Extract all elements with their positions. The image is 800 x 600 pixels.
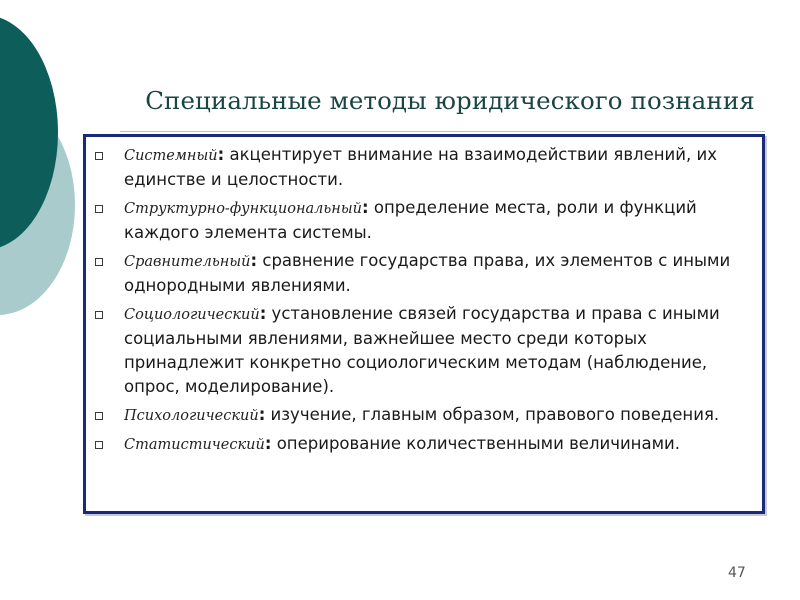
title-divider — [120, 131, 765, 132]
slide-title: Специальные методы юридического познания — [145, 86, 755, 115]
method-term: Психологический — [124, 408, 259, 424]
list-item — [86, 403, 762, 428]
term-separator: : — [258, 405, 266, 424]
method-term: Сравнительный — [124, 254, 251, 270]
list-item — [86, 249, 762, 298]
square-bullet-icon — [95, 152, 103, 160]
square-bullet-icon — [95, 258, 103, 266]
method-description: определение места, роли и функций каждого элемента системы. — [124, 198, 697, 242]
content-frame — [83, 134, 765, 514]
method-description: оперирование количественными величинами. — [271, 434, 680, 453]
list-item — [86, 143, 762, 192]
term-separator: : — [259, 304, 267, 323]
method-term: Социологический — [124, 307, 260, 323]
page-number: 47 — [728, 565, 746, 581]
square-bullet-icon — [95, 311, 103, 319]
list-item — [86, 302, 762, 399]
term-separator: : — [362, 198, 369, 217]
method-description: сравнение государства права, их элементов с иными однородными явлениями. — [124, 251, 731, 295]
methods-list — [86, 137, 762, 457]
method-description: акцентирует внимание на взаимодействии явлений, их единстве и целостности. — [124, 145, 717, 189]
method-description: установление связей государства и права с иными социальными явлениями, важнейшее место среди которых принадлежит конкретно социологическим методам (наблюдение, опрос, моделирование). — [124, 304, 720, 396]
term-separator: : — [217, 145, 225, 164]
list-item — [86, 196, 762, 245]
term-separator: : — [250, 251, 258, 270]
method-term: Структурно-функциональный — [124, 201, 362, 217]
square-bullet-icon — [95, 205, 103, 213]
method-description: изучение, главным образом, правового поведения. — [265, 405, 720, 424]
square-bullet-icon — [95, 441, 103, 449]
term-separator: : — [264, 434, 272, 453]
method-term: Статистический — [124, 437, 265, 453]
method-term: Системный — [124, 148, 218, 164]
list-item — [86, 432, 762, 457]
square-bullet-icon — [95, 412, 103, 420]
